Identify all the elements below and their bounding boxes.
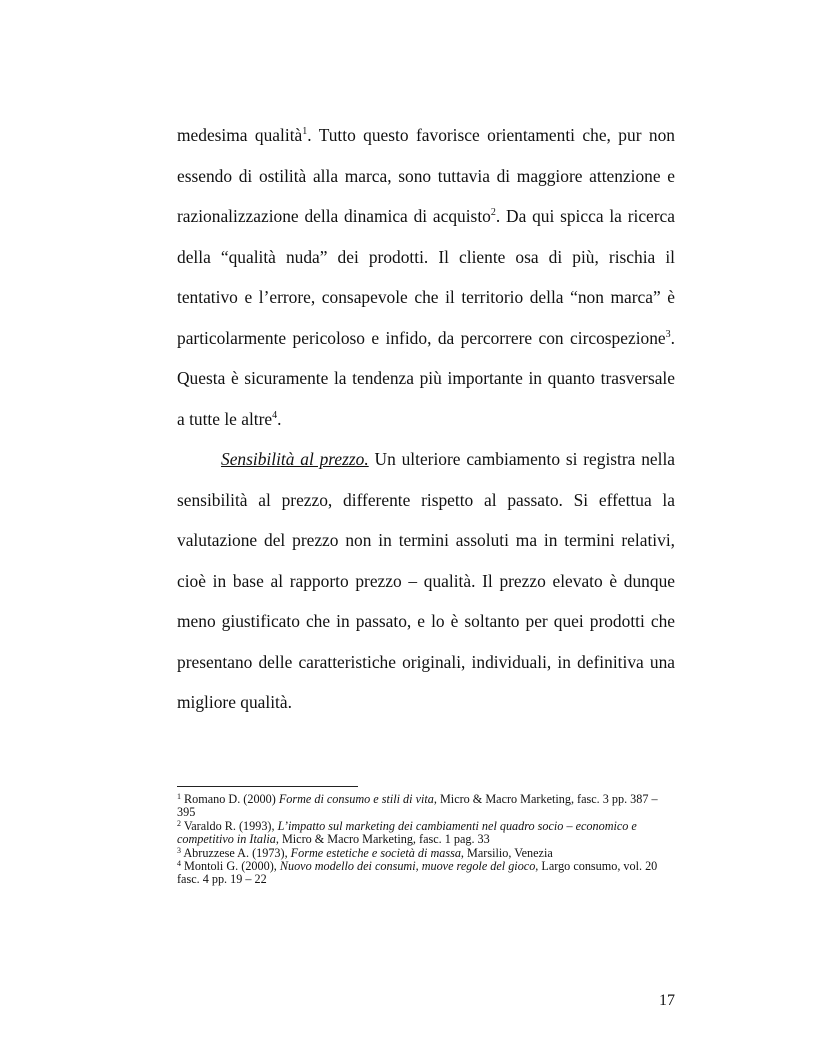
footnote-marker-4[interactable]: 4 xyxy=(272,409,278,421)
paragraph-1-text: . Tutto questo favorisce orientamenti che, pur non essendo di ostilità alla marca, sono tuttavia di maggiore attenzione e razionalizzazione della dinamica di acquisto xyxy=(177,125,675,226)
footnote-text: Montoli G. (2000), xyxy=(181,859,280,874)
paragraph-1-text: . xyxy=(277,408,282,429)
paragraph-2 xyxy=(177,439,675,723)
footnote-1 xyxy=(177,793,675,820)
footnote-text: Abruzzese A. (1973), xyxy=(181,845,291,860)
footnote-4 xyxy=(177,860,675,887)
footnote-text: Romano D. (2000) xyxy=(181,792,279,806)
footnote-text: Varaldo R. (1993), xyxy=(181,818,278,833)
footnote-3 xyxy=(177,847,675,860)
footnote-text: , Marsilio, Venezia xyxy=(460,845,553,860)
body-text xyxy=(177,115,675,723)
paragraph-1-text: . Da qui spicca la ricerca della “qualità nuda” dei prodotti. Il cliente osa di più, rischia il tentativo e l’errore, consapevole che il territorio della “non marca” è particolarmente pericoloso e infido, da percorrere con circospezione xyxy=(177,206,675,348)
footnote-title: L’impatto sul marketing dei cambiamenti nel quadro socio – economico e competitivo in Italia xyxy=(177,818,637,847)
footnote-divider xyxy=(177,786,358,787)
footnote-2 xyxy=(177,820,675,847)
footnote-number: 3 xyxy=(177,845,181,855)
footnote-text: , Micro & Macro Marketing, fasc. 1 pag. 33 xyxy=(275,832,490,847)
footnote-number: 4 xyxy=(177,859,181,869)
page-number: 17 xyxy=(659,992,675,1009)
footnote-marker-3[interactable]: 3 xyxy=(665,328,671,340)
paragraph-2-text: Un ulteriore cambiamento si registra nella sensibilità al prezzo, differente rispetto al passato. Si effettua la valutazione del prezzo non in termini assoluti ma in termini relativi, cioè in base al rapporto prezzo – qualità. Il prezzo elevato è dunque meno giustificato che in passato, e lo è soltanto per quei prodotti che presentano delle caratteristiche originali, individuali, in definitiva una migliore qualità. xyxy=(177,449,676,712)
footnote-title: Nuovo modello dei consumi, muove regole del gioco xyxy=(279,859,536,874)
footnote-title: Forme di consumo e stili di vita xyxy=(278,792,434,806)
footnote-marker-1[interactable]: 1 xyxy=(302,126,308,137)
paragraph-1-text: . Questa è sicuramente la tendenza più importante in quanto trasversale a tutte le altre xyxy=(177,327,675,429)
paragraph-lead: Sensibilità al prezzo. xyxy=(221,449,369,469)
paragraph-1 xyxy=(177,115,675,439)
footnote-text: , Largo consumo, vol. 20 fasc. 4 pp. 19 – 22 xyxy=(177,859,658,887)
footnote-number: 1 xyxy=(177,792,181,801)
footnotes xyxy=(177,793,675,887)
footnote-number: 2 xyxy=(177,818,181,828)
footnote-title: Forme estetiche e società di massa xyxy=(290,845,461,860)
footnote-text: , Micro & Macro Marketing, fasc. 3 pp. 387 – 395 xyxy=(177,792,658,820)
footnote-marker-2[interactable]: 2 xyxy=(490,207,496,218)
paragraph-1-text: medesima qualità xyxy=(177,125,303,145)
